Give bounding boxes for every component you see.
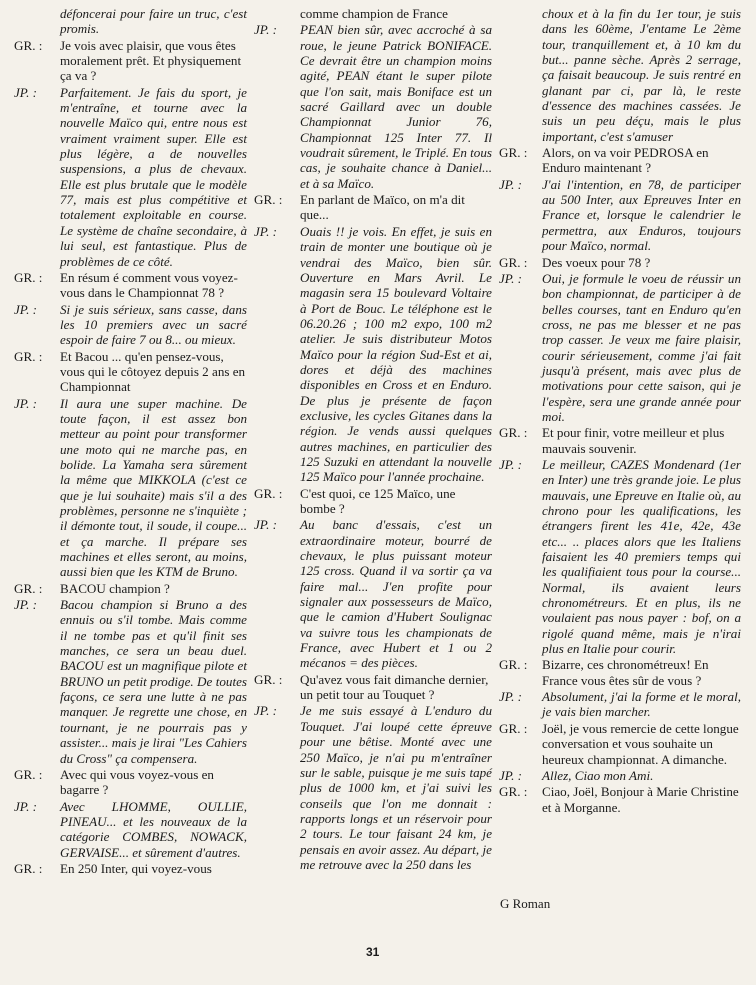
dialogue-text: Il aura une super machine. De toute façon, il est assez bon metteur au point pour transformer une moto qui ne marche pas, en bolide. La Yamaha sera sûrement la même que MIKKOLA (c'est ce que je lui souhaite) mais s'il a des problèmes, personne ne s'inquiète ; il démonte tout, il soude, il coupe... et ça marche. Il prépare ses machines et elles seront, au moins, aussi bien que les KTM de Bruno.: [60, 395, 247, 580]
dialogue-entry: [14, 767, 247, 798]
dialogue-entry: [499, 784, 741, 815]
dialogue-text: Absolument, j'ai la forme et le moral, je vais bien marcher.: [542, 689, 741, 720]
dialogue-text: En 250 Inter, qui voyez-vous: [60, 860, 212, 876]
dialogue-text: PEAN bien sûr, avec accroché à sa roue, le jeune Patrick BONIFACE. Ce devrait être un champion moins agité, PEAN étant le super pilote que l'on sait, mais Boniface est un sacré Gaillard avec un double Championnat Junior 76, Championnat 125 Inter 77. Il voudrait sûrement, le Triplé. En tous cas, je souhaite chance à Daniel... et à sa Maïco.: [300, 22, 492, 191]
speaker-label: GR. :: [499, 254, 528, 270]
dialogue-text: Bizarre, ces chronométreux! En France vous êtes sûr de vous ?: [542, 657, 709, 688]
speaker-label: GR. :: [14, 269, 43, 285]
dialogue-text: J'ai l'intention, en 78, de participer au 500 Inter, aux Epreuves Inter en France et, lorsque le calendrier le permettra, aux Enduros, toujours pour Maïco, normal.: [542, 176, 741, 254]
dialogue-text: Qu'avez vous fait dimanche dernier, un petit tour au Touquet ?: [300, 671, 489, 703]
dialogue-entry: [14, 861, 247, 876]
speaker-label: JP. :: [499, 456, 523, 472]
dialogue-entry: [254, 224, 492, 485]
dialogue-text: Je vois avec plaisir, que vous êtes moralement prêt. Et physiquement ça va ?: [60, 37, 242, 84]
dialogue-text: Et Bacou ... qu'en pensez-vous, vous qui le côtoyez depuis 2 ans en Championnat: [60, 348, 246, 395]
dialogue-text: C'est quoi, ce 125 Maïco, une bombe ?: [300, 485, 456, 516]
dialogue-text: Allez, Ciao mon Ami.: [542, 767, 654, 783]
speaker-label: JP. :: [254, 22, 278, 38]
speaker-label: JP. :: [14, 395, 38, 411]
dialogue-entry: [14, 85, 247, 269]
speaker-label: JP. :: [254, 703, 278, 719]
speaker-label: GR. :: [14, 37, 43, 53]
dialogue-text: Oui, je formule le voeu de réussir un bon championnat, de participer à de belles courses, tant en Enduro qu'en cross, ne pas me blesser et ne pas trop casser. Je veux me faire plaisir, courir sérieusement, comme j'ai fait jusqu'à présent, mais avec plus de motivations pour cette saison, qui je l'espère, sera une grande année pour moi.: [542, 270, 741, 424]
column-3: [499, 6, 741, 816]
speaker-label: GR. :: [499, 720, 528, 736]
dialogue-entry: [14, 396, 247, 580]
speaker-label: JP. :: [499, 270, 523, 286]
dialogue-continuation: comme champion de France: [300, 6, 448, 21]
dialogue-entry: [254, 22, 492, 191]
dialogue-entry: [499, 271, 741, 424]
dialogue-entry: [254, 672, 492, 703]
dialogue-text: BACOU champion ?: [60, 580, 170, 596]
speaker-label: GR. :: [499, 145, 528, 161]
dialogue-text: Le meilleur, CAZES Mondenard (1er en Inter) une très grande joie. Le plus mauvais, une Epreuve en Italie où, au chrono pour les qualifications, les étrangers firent les 41e, 42e, 43e etc... .. places alors que les Italiens faisaient les 40 premiers temps qui les qualifiaient tous pour la course... Normal, ils avaient leurs chronométreurs. Et en plus, ils ne voulaient pas nous payer : bof, on a rigolé quand même, mais je n'irai plus en Italie pour courir.: [542, 456, 741, 657]
dialogue-text: Bacou champion si Bruno a des ennuis ou s'il tombe. Mais comme il ne tombe pas et qu'il finit ses manches, ce sera un beau duel. BACOU est un magnifique pilote et BRUNO un petit prodige. De toutes façons, ce sera une lutte à ne pas manquer. Je regrette une chose, en tournant, je ne pourrais pas y assister... mais je lirai "Les Cahiers du Cross" ça compensera.: [60, 597, 247, 766]
dialogue-text: Ciao, Joël, Bonjour à Marie Christine et à Morganne.: [542, 784, 739, 815]
dialogue-text: Avec LHOMME, OULLIE, PINEAU... et les nouveaux de la catégorie COMBES, NOWACK, GERVAISE... et sûrement d'autres.: [60, 798, 247, 860]
speaker-label: JP. :: [499, 176, 523, 192]
dialogue-text: Ouais !! je vois. En effet, je suis en train de monter une boutique où je vendrai des Maïco, bien sûr. Ouverture en Mars Avril. Le magasin sera 15 boulevard Voltaire à Port de Bouc. Le téléphone est le 06.20.26 ; 100 m2 expo, 100 m2 atelier. Je suis distributeur Motos Maïco pour la région Sud-Est et ai, dores et déjà des machines disponibles en Cross et en Enduro. De plus je présente de façon exclusive, les cycles Gitanes dans la région. Je vends aussi quelques autres machines, en particulier des 125 Suzuki en attendant la nouvelle 125 Maïco pour l'année prochaine.: [300, 223, 492, 485]
column-1: [14, 6, 247, 877]
speaker-label: JP. :: [499, 689, 523, 705]
dialogue-text: Joël, je vous remercie de cette longue conversation et vous souhaite un heureux championnat. A dimanche.: [542, 720, 739, 767]
dialogue-text: Parfaitement. Je fais du sport, je m'entraîne, et tourne avec la nouvelle Maïco qui, entre nous est vraiment vraiment super. Elle est plus légère, a de nouvelles suspensions, a plus de chevaux. Elle est plus brutale que le modèle 77, mais est plus compétitive et totalement exploitable en course. Le système de chaîne secondaire, à lui seul, est fantastique. Plus de problèmes de ce côté.: [60, 84, 247, 269]
dialogue-continuation: défoncerai pour faire un truc, c'est promis.: [60, 6, 247, 37]
speaker-label: GR. :: [499, 425, 528, 441]
dialogue-text: Alors, on va voir PEDROSA en Enduro maintenant ?: [542, 145, 709, 176]
speaker-label: GR. :: [254, 192, 283, 208]
author-signature: G Roman: [500, 896, 551, 911]
speaker-label: JP. :: [254, 223, 278, 239]
speaker-label: GR. :: [254, 485, 283, 501]
dialogue-text: Des voeux pour 78 ?: [542, 254, 651, 270]
dialogue-continuation: choux et à la fin du 1er tour, je suis dans les 60ème, J'entame Le 2ème tour, tranquillement et, à 10 km du but... panne sèche. Après 2 serrage, ça faisait beaucoup. Je suis rentré en glanant par ci, par là, le reste d'essence des machines cassées. Je suis un peu déçu, mais le plus important, c'est s'amuser: [542, 6, 741, 144]
speaker-label: JP. :: [14, 301, 38, 317]
dialogue-entry: [14, 349, 247, 395]
column-2: [254, 6, 492, 873]
dialogue-entry: [254, 486, 492, 517]
dialogue-entry: [499, 689, 741, 720]
dialogue-entry: [14, 270, 247, 301]
dialogue-entry: [499, 721, 741, 767]
dialogue-entry: [499, 457, 741, 656]
dialogue-entry: [254, 192, 492, 223]
speaker-label: JP. :: [14, 798, 38, 814]
speaker-label: GR. :: [14, 860, 43, 876]
dialogue-text: Si je suis sérieux, sans casse, dans les 10 premiers avec un sacré espoir de faire 7 ou 8... ou mieux.: [60, 301, 247, 348]
page-number: 31: [366, 945, 380, 959]
dialogue-entry: [499, 425, 741, 456]
dialogue-entry: [499, 657, 741, 688]
speaker-label: GR. :: [14, 766, 43, 782]
speaker-label: JP. :: [499, 767, 523, 783]
dialogue-text: Et pour finir, votre meilleur et plus mauvais souvenir.: [542, 425, 725, 456]
speaker-label: JP. :: [14, 84, 38, 100]
dialogue-text: En résum é comment vous voyez-vous dans le Championnat 78 ?: [60, 269, 238, 301]
speaker-label: JP. :: [254, 517, 278, 533]
dialogue-text: Avec qui vous voyez-vous en bagarre ?: [60, 766, 214, 798]
dialogue-entry: [499, 145, 741, 176]
dialogue-entry: [254, 517, 492, 670]
dialogue-entry: [14, 302, 247, 348]
dialogue-entry: [14, 38, 247, 84]
speaker-label: GR. :: [499, 784, 528, 800]
speaker-label: GR. :: [14, 580, 43, 596]
dialogue-text: Au banc d'essais, c'est un extraordinaire moteur, bourré de chevaux, le plus puissant moteur 125 cross. Quand il va sortir ça va faire mal... J'en profite pour signaler aux possesseurs de Maïco, que le camion d'Hubert Soulignac va suivre tous les championats de France, avec Hubert et 1 ou 2 mécanos = des pièces.: [300, 517, 492, 671]
dialogue-entry: [14, 799, 247, 860]
speaker-label: JP. :: [14, 597, 38, 613]
dialogue-entry: [499, 177, 741, 254]
dialogue-entry: [254, 703, 492, 872]
dialogue-text: Je me suis essayé à L'enduro du Touquet. J'ai loupé cette épreuve pour une bêtise. Monté avec une 250 Maïco, je n'ai pu m'entraîner sur le sable, puisque je me suis tapé plus de 1000 km, et j'ai suivi les conseils que l'on me donnait : rapports longs et un réservoir pour 2 tours. Le tour faisant 24 km, je pensais en avoir assez. Au départ, je me retrouve avec la 250 dans les: [300, 703, 492, 872]
dialogue-entry: [14, 581, 247, 596]
dialogue-text: En parlant de Maïco, on m'a dit que...: [300, 192, 465, 223]
dialogue-entry: [499, 255, 741, 270]
dialogue-entry: [14, 597, 247, 766]
speaker-label: GR. :: [499, 657, 528, 673]
speaker-label: GR. :: [254, 671, 283, 687]
dialogue-entry: [499, 768, 741, 783]
speaker-label: GR. :: [14, 348, 43, 364]
